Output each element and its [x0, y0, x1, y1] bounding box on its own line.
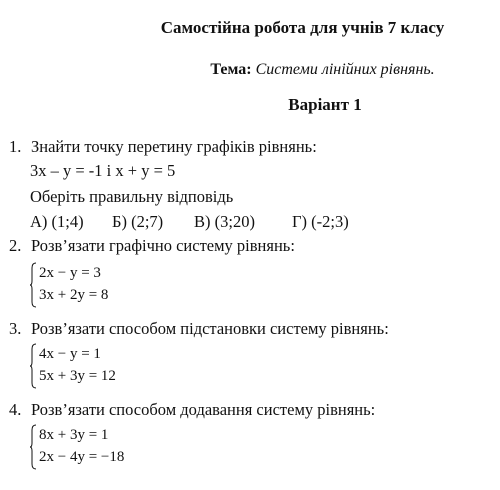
option-a: А) (1;4)	[30, 212, 84, 231]
task-1-choose-text: Оберіть правильну відповідь	[30, 187, 234, 206]
task-3-heading	[9, 319, 389, 339]
task-4-equation-1: 8x + 3y = 1	[39, 427, 109, 443]
task-4-heading	[9, 400, 375, 420]
task-4-text: Розв’язати способом додавання систему рівнянь:	[31, 400, 376, 419]
task-3-equation-2: 5x + 3y = 12	[39, 368, 116, 384]
task-4-system	[30, 424, 125, 470]
task-3-number: 3.	[9, 319, 22, 338]
task-1-text: Знайти точку перетину графіків рівнянь:	[31, 137, 317, 156]
task-3-equation-1: 4x − y = 1	[39, 346, 101, 362]
task-4-number: 4.	[9, 400, 22, 419]
task-2-number: 2.	[9, 236, 22, 255]
worksheet-title: Самостійна робота для учнів 7 класу	[160, 18, 445, 37]
task-1-heading	[9, 137, 317, 157]
system-brace-icon	[30, 262, 37, 308]
system-brace-icon	[30, 424, 37, 470]
variant-heading: Варіант 1	[288, 95, 362, 114]
option-c: В) (3;20)	[194, 212, 255, 231]
task-2-heading	[9, 236, 295, 256]
system-brace-icon	[30, 343, 37, 389]
task-3-system	[30, 343, 116, 389]
task-2-equation-1: 2x − y = 3	[39, 265, 101, 281]
option-d: Г) (-2;3)	[292, 212, 349, 231]
topic-label: Тема:	[210, 61, 252, 78]
topic-line	[0, 61, 500, 79]
task-2-text: Розв’язати графічно систему рівнянь:	[31, 236, 295, 255]
task-1-number: 1.	[9, 137, 22, 156]
task-2-equation-2: 3x + 2y = 8	[39, 287, 109, 303]
task-4-equation-2: 2x − 4y = −18	[39, 449, 125, 465]
option-b: Б) (2;7)	[112, 212, 164, 231]
task-3-text: Розв’язати способом підстановки систему рівнянь:	[31, 319, 389, 338]
task-1-equations: 3x – y = -1 і x + y = 5	[30, 161, 176, 180]
task-1-options	[30, 212, 349, 232]
task-2-system	[30, 262, 109, 308]
topic-value: Системи лінійних рівнянь.	[255, 61, 435, 78]
